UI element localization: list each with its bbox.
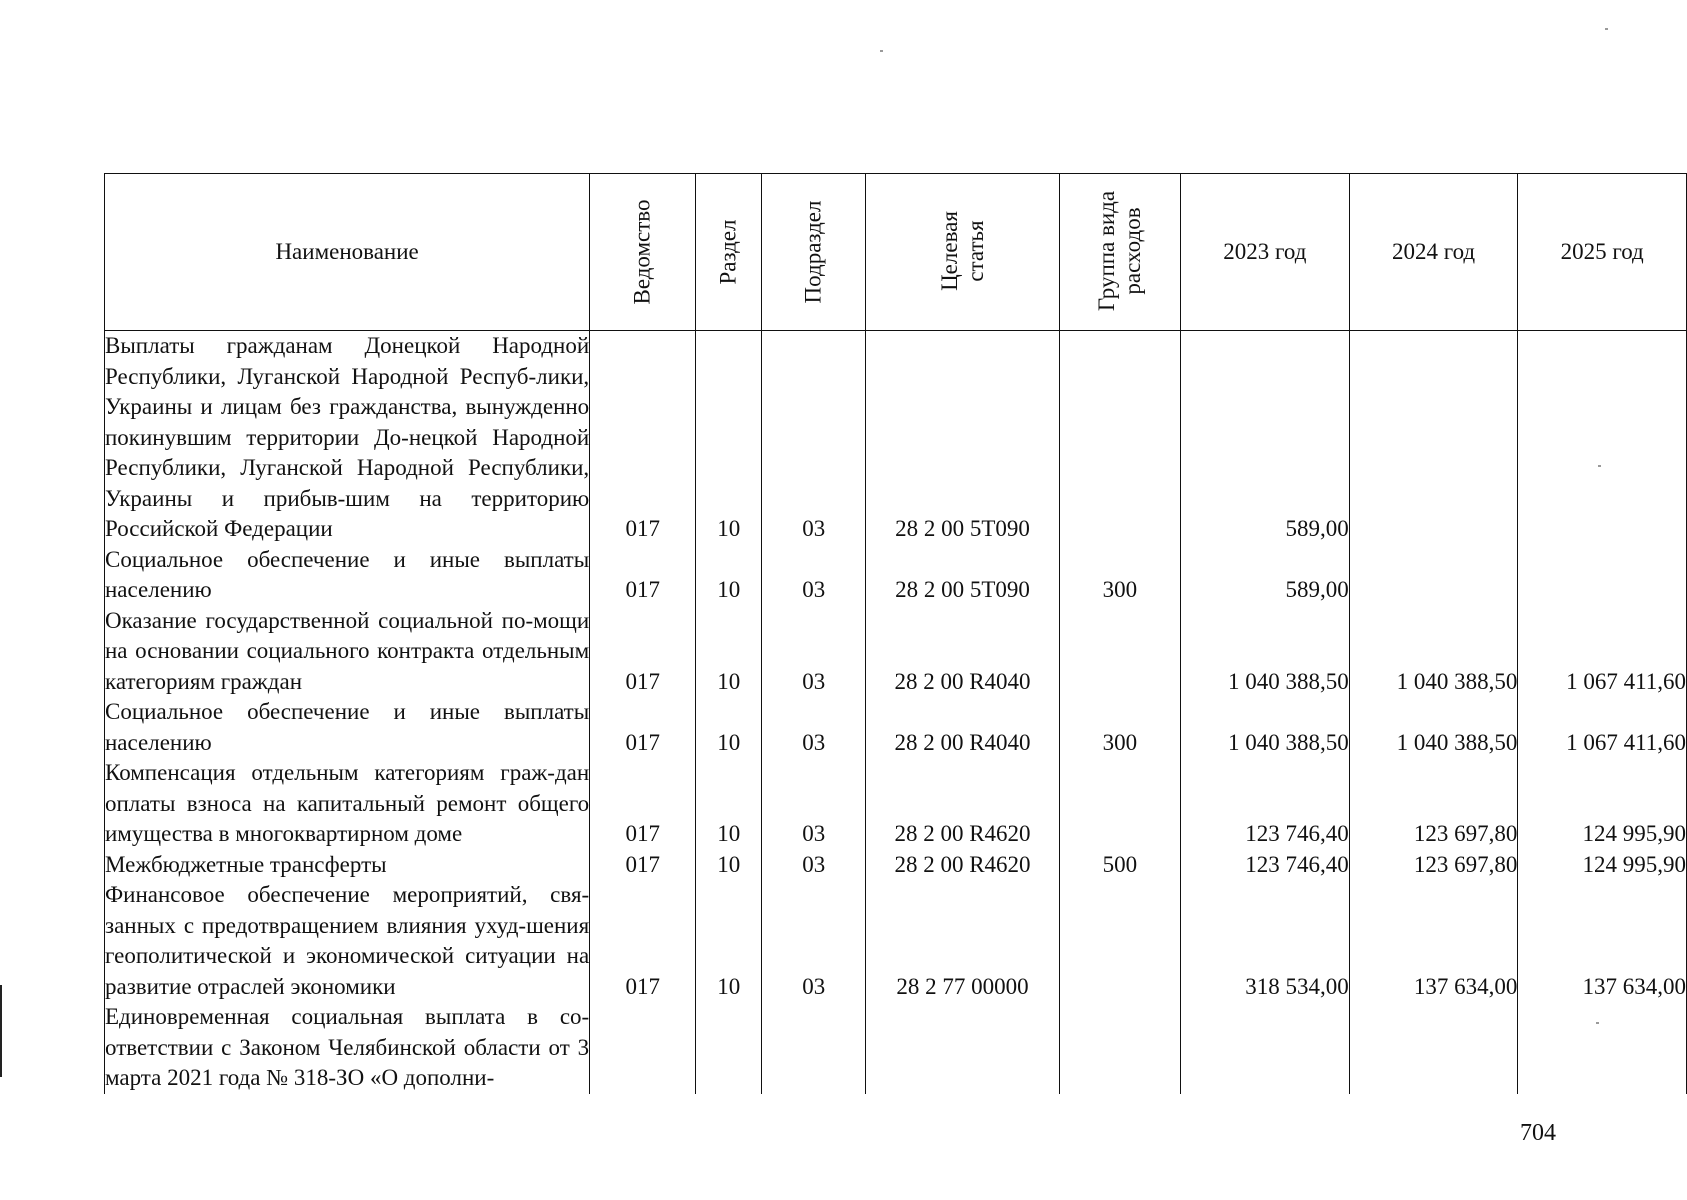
- row-department: 017: [590, 880, 696, 1002]
- row-2023: 589,00: [1181, 331, 1350, 545]
- row-2024: 123 697,80: [1349, 850, 1518, 881]
- row-name: Компенсация отдельным категориям граж-дан оплаты взноса на капитальный ремонт общего имущества в многоквартирном доме: [105, 758, 590, 850]
- row-expense-group: [1059, 880, 1180, 1002]
- header-expense-group: Группа вида расходов: [1059, 174, 1180, 331]
- row-section: 10: [696, 850, 762, 881]
- header-section: Раздел: [696, 174, 762, 331]
- row-target: 28 2 00 R4040: [866, 606, 1060, 698]
- row-2025: [1518, 1002, 1687, 1094]
- row-department: 017: [590, 545, 696, 606]
- table-row: [105, 331, 1687, 545]
- row-department: 017: [590, 331, 696, 545]
- row-2024: [1349, 545, 1518, 606]
- row-department: 017: [590, 697, 696, 758]
- scan-speck: [1598, 465, 1601, 467]
- row-target: [866, 1002, 1060, 1094]
- row-name: Оказание государственной социальной по-мощи на основании социального контракта отдельным категориям граждан: [105, 606, 590, 698]
- row-2025: [1518, 545, 1687, 606]
- row-subsection: 03: [762, 758, 866, 850]
- row-expense-group: [1059, 606, 1180, 698]
- row-expense-group: [1059, 758, 1180, 850]
- header-subsection: Подраздел: [762, 174, 866, 331]
- row-department: 017: [590, 850, 696, 881]
- scan-edge-mark: [0, 985, 2, 1077]
- row-section: 10: [696, 697, 762, 758]
- table-row: [105, 1002, 1687, 1094]
- header-2025: 2025 год: [1518, 174, 1687, 331]
- row-target: 28 2 00 R4620: [866, 758, 1060, 850]
- row-name: Социальное обеспечение и иные выплаты населению: [105, 545, 590, 606]
- row-subsection: [762, 1002, 866, 1094]
- header-name: Наименование: [105, 174, 590, 331]
- table-header-row: [105, 174, 1687, 331]
- table-row: [105, 880, 1687, 1002]
- row-2023: 1 040 388,50: [1181, 697, 1350, 758]
- row-target: 28 2 77 00000: [866, 880, 1060, 1002]
- row-department: 017: [590, 606, 696, 698]
- row-expense-group: 300: [1059, 697, 1180, 758]
- row-expense-group: 300: [1059, 545, 1180, 606]
- table-row: [105, 697, 1687, 758]
- row-2023: 589,00: [1181, 545, 1350, 606]
- row-department: 017: [590, 758, 696, 850]
- header-target: Целевая статья: [866, 174, 1060, 331]
- header-2023: 2023 год: [1181, 174, 1350, 331]
- row-2025: 137 634,00: [1518, 880, 1687, 1002]
- row-section: 10: [696, 331, 762, 545]
- row-name: Межбюджетные трансферты: [105, 850, 590, 881]
- row-2025: 124 995,90: [1518, 850, 1687, 881]
- page-number: 704: [1520, 1120, 1556, 1146]
- scan-speck: [880, 50, 883, 52]
- row-2023: 1 040 388,50: [1181, 606, 1350, 698]
- row-name: Единовременная социальная выплата в со-ответствии с Законом Челябинской области от 3 марта 2021 года № 318-ЗО «О дополни-: [105, 1002, 590, 1094]
- row-2024: 123 697,80: [1349, 758, 1518, 850]
- row-target: 28 2 00 5Т090: [866, 331, 1060, 545]
- row-section: [696, 1002, 762, 1094]
- row-2023: [1181, 1002, 1350, 1094]
- table-row: [105, 606, 1687, 698]
- scan-speck: [1596, 1022, 1599, 1024]
- row-2023: 123 746,40: [1181, 850, 1350, 881]
- row-subsection: 03: [762, 606, 866, 698]
- budget-table: [104, 173, 1687, 1094]
- row-section: 10: [696, 758, 762, 850]
- header-department: Ведомство: [590, 174, 696, 331]
- row-expense-group: [1059, 331, 1180, 545]
- row-expense-group: 500: [1059, 850, 1180, 881]
- row-2025: 1 067 411,60: [1518, 697, 1687, 758]
- row-subsection: 03: [762, 850, 866, 881]
- table-row: [105, 850, 1687, 881]
- row-name: Социальное обеспечение и иные выплаты населению: [105, 697, 590, 758]
- row-target: 28 2 00 R4040: [866, 697, 1060, 758]
- row-2024: [1349, 331, 1518, 545]
- row-expense-group: [1059, 1002, 1180, 1094]
- header-2024: 2024 год: [1349, 174, 1518, 331]
- row-subsection: 03: [762, 880, 866, 1002]
- row-2024: 1 040 388,50: [1349, 606, 1518, 698]
- scan-speck: [1605, 28, 1608, 30]
- row-section: 10: [696, 606, 762, 698]
- row-name: Выплаты гражданам Донецкой Народной Республики, Луганской Народной Респуб-лики, Украины и лицам без гражданства, вынужденно покинувшим территории До-нецкой Народной Республики, Луганской Народной Республики, Украины и прибыв-шим на территорию Российской Федерации: [105, 331, 590, 545]
- row-2023: 318 534,00: [1181, 880, 1350, 1002]
- row-name: Финансовое обеспечение мероприятий, свя-занных с предотвращением влияния ухуд-шения геополитической и экономической ситуации на развитие отраслей экономики: [105, 880, 590, 1002]
- row-target: 28 2 00 5Т090: [866, 545, 1060, 606]
- row-2024: 1 040 388,50: [1349, 697, 1518, 758]
- row-2024: [1349, 1002, 1518, 1094]
- row-target: 28 2 00 R4620: [866, 850, 1060, 881]
- row-2025: [1518, 331, 1687, 545]
- row-2025: 124 995,90: [1518, 758, 1687, 850]
- row-subsection: 03: [762, 331, 866, 545]
- row-section: 10: [696, 880, 762, 1002]
- table-row: [105, 545, 1687, 606]
- row-2023: 123 746,40: [1181, 758, 1350, 850]
- row-department: [590, 1002, 696, 1094]
- row-2024: 137 634,00: [1349, 880, 1518, 1002]
- row-section: 10: [696, 545, 762, 606]
- row-subsection: 03: [762, 545, 866, 606]
- row-subsection: 03: [762, 697, 866, 758]
- row-2025: 1 067 411,60: [1518, 606, 1687, 698]
- table-row: [105, 758, 1687, 850]
